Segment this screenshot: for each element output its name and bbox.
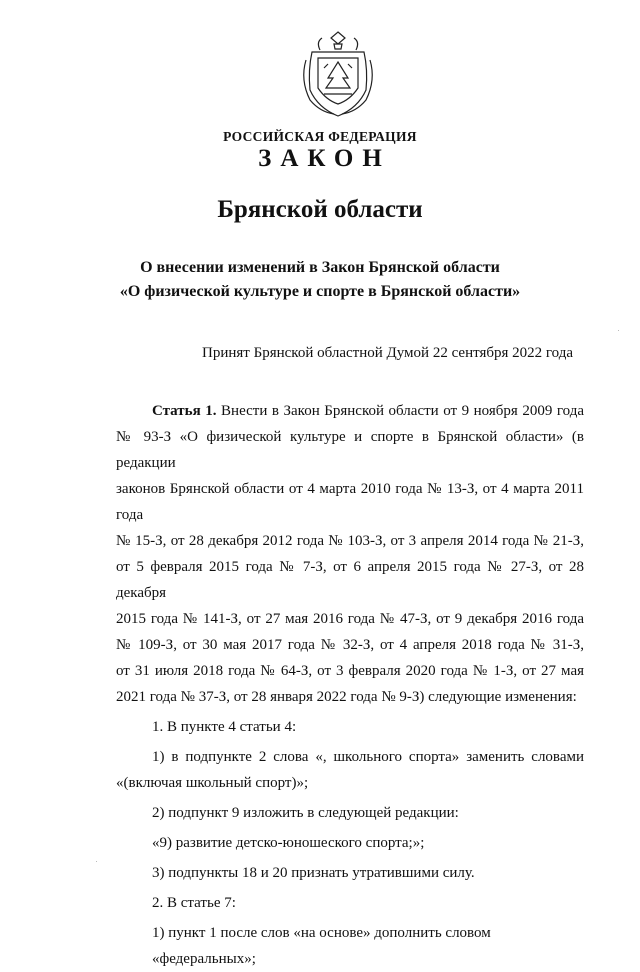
item-1-1 bbox=[116, 744, 584, 796]
item-2-1: 1) пункт 1 после слов «на основе» дополнить словом «федеральных»; bbox=[152, 925, 491, 967]
article-1-line-7: № 109-З, от 30 мая 2017 года № 32-З, от 4 апреля 2018 года № 31-З, bbox=[116, 637, 584, 653]
article-1-label: Статья 1. bbox=[152, 403, 217, 419]
law-title-line-1: О внесении изменений в Закон Брянской области bbox=[140, 259, 500, 276]
adoption-note: Принят Брянской областной Думой 22 сентября 2022 года bbox=[202, 345, 574, 361]
item-1-3: 3) подпункты 18 и 20 признать утратившими силу. bbox=[152, 865, 475, 881]
item-1-1-line-1: 1) в подпункте 2 слова «, школьного спорта» заменить словами bbox=[152, 749, 584, 765]
article-1-line-6: 2015 года № 141-З, от 27 мая 2016 года № 47-З, от 9 декабря 2016 года bbox=[116, 611, 584, 627]
article-1-line-1 bbox=[116, 398, 584, 424]
article-1-line-8: от 31 июля 2018 года № 64-З, от 3 февраля 2020 года № 1-З, от 27 мая bbox=[116, 663, 584, 679]
article-1-text: Внести в Закон Брянской области от 9 ноября 2009 года bbox=[221, 403, 585, 419]
law-title bbox=[0, 256, 640, 304]
item-1-2: 2) подпункт 9 изложить в следующей редакции: bbox=[152, 805, 459, 821]
item-1-2-quote: «9) развитие детско-юношеского спорта;»; bbox=[152, 835, 425, 851]
article-1-line-2: № 93-З «О физической культуре и спорте в Брянской области» (в редакции bbox=[116, 429, 584, 471]
article-1-line-4: № 15-З, от 28 декабря 2012 года № 103-З, от 3 апреля 2014 года № 21-З, bbox=[116, 533, 584, 549]
bryansk-coat-of-arms-icon bbox=[298, 30, 378, 118]
article-1-line-3: законов Брянской области от 4 марта 2010 года № 13-З, от 4 марта 2011 года bbox=[116, 481, 584, 523]
law-heading: ЗАКОН bbox=[258, 145, 391, 172]
item-2: 2. В статье 7: bbox=[152, 895, 236, 911]
scan-speck bbox=[618, 330, 619, 331]
document-body bbox=[116, 398, 584, 972]
article-1-line-5: от 5 февраля 2015 года № 7-З, от 6 апреля 2015 года № 27-З, от 28 декабря bbox=[116, 559, 584, 601]
scan-speck bbox=[96, 861, 97, 862]
item-1-1-line-2: «(включая школьный спорт)»; bbox=[116, 775, 309, 791]
federation-heading: РОССИЙСКАЯ ФЕДЕРАЦИЯ bbox=[223, 129, 417, 144]
article-1-line-9: 2021 года № 37-З, от 28 января 2022 года № 9-З) следующие изменения: bbox=[116, 689, 577, 705]
law-title-line-2: «О физической культуре и спорте в Брянской области» bbox=[119, 283, 521, 300]
item-1: 1. В пункте 4 статьи 4: bbox=[152, 719, 297, 735]
region-heading: Брянской области bbox=[217, 196, 423, 223]
